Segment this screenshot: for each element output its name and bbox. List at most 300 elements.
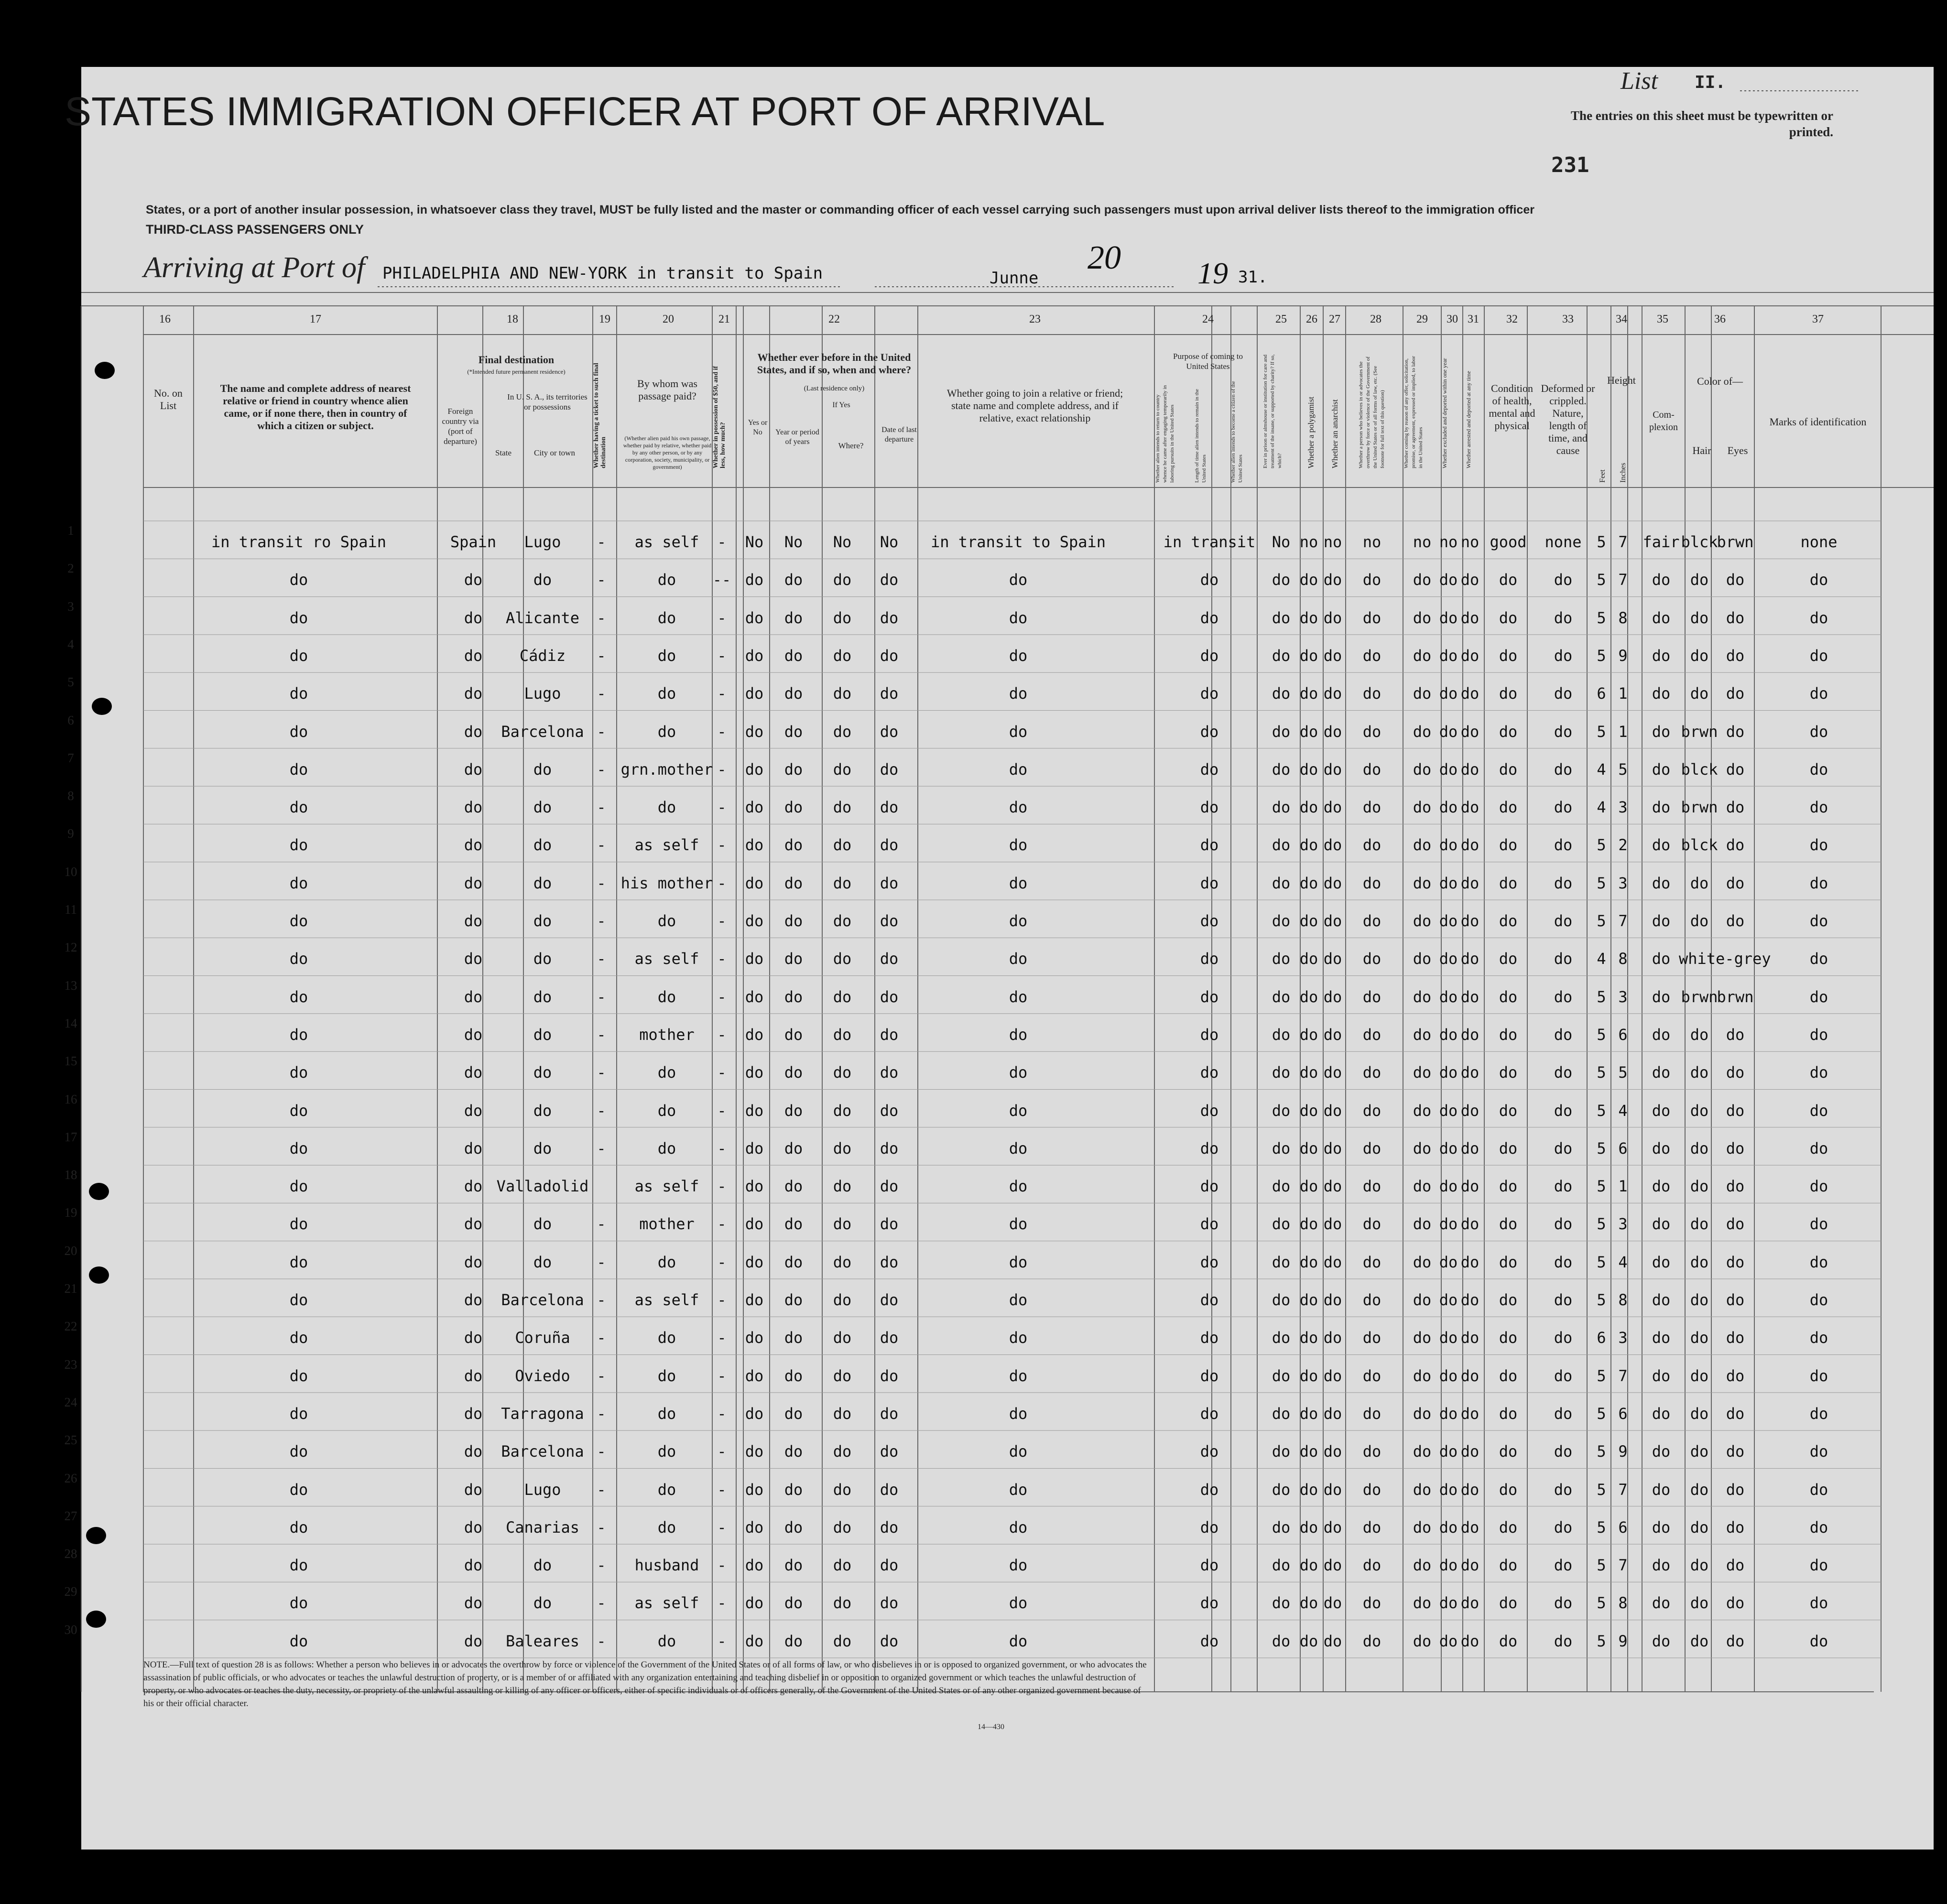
cell-in: 6 [1618,1404,1628,1423]
cell-c28: do [1362,1101,1381,1120]
cell-c23: do [1009,1139,1028,1158]
cell-c29: do [1413,1329,1432,1347]
cell-c24: do [1200,1215,1219,1233]
cell-c21: - [717,1139,727,1158]
cell-c28: do [1362,1366,1381,1385]
cell-year: do [784,1480,803,1499]
cell-c28: do [1362,798,1381,817]
cell-date: do [880,1480,899,1499]
cell-c28: do [1362,836,1381,855]
cell-c25: do [1272,571,1291,589]
header-fifty-dollars: Whether in possession of $50, and if less, how much? [712,366,727,468]
cell-hair: do [1690,1442,1709,1461]
cell-where: do [833,1025,852,1044]
cell-c35: do [1652,1101,1671,1120]
cell-year: do [784,1329,803,1347]
cell-c30: do [1439,1329,1458,1347]
cell-c23: do [1009,1404,1028,1423]
cell-c31: do [1460,798,1479,817]
cell-date: do [880,798,899,817]
cell-c20: do [657,1480,676,1499]
cell-in: 9 [1618,1632,1628,1650]
column-number: 21 [718,313,730,325]
cell-yn: do [745,608,764,627]
cell-c25: do [1272,1442,1291,1461]
cell-yn: do [745,571,764,589]
cell-yn: do [745,1480,764,1499]
cell-city: do [533,912,552,930]
header-purpose-c: Whether alien intends to become a citizen of the United States [1230,381,1243,483]
cell-c29: do [1413,950,1432,968]
cell-c24: do [1200,608,1219,627]
cell-c32: do [1499,798,1518,817]
cell-date: do [880,1139,899,1158]
header-deformed: Deformed or crippled. Nature, length of time, and cause [1541,382,1595,456]
cell-c32: do [1499,1177,1518,1196]
form-number: 14—430 [978,1723,1004,1731]
cell-hair: do [1690,1139,1709,1158]
cell-c30: do [1439,1101,1458,1120]
cell-c37: do [1809,798,1828,817]
cell-eyes: do [1726,760,1745,779]
cell-c21: - [717,1291,727,1309]
cell-c19: - [597,1215,606,1233]
column-number: 29 [1416,313,1428,325]
cell-in: 7 [1618,1556,1628,1575]
cell-c32: do [1499,646,1518,665]
list-number: II. [1695,73,1726,92]
cell-c31: no [1460,533,1479,551]
cell-c20: as self [634,1177,699,1196]
column-number: 23 [1029,313,1041,325]
cell-c17: do [289,836,308,855]
cell-c33: do [1554,1291,1573,1309]
cell-c30: do [1439,608,1458,627]
cell-c26: do [1299,722,1318,741]
cell-c31: do [1460,1632,1479,1650]
header-usa: In U. S. A., its territories or possessions [507,392,587,411]
column-number: 37 [1812,313,1824,325]
cell-c20: do [657,1632,676,1650]
cell-year: do [784,950,803,968]
cell-eyes: do [1726,608,1745,627]
cell-city: do [533,950,552,968]
cell-c35: do [1652,874,1671,892]
cell-yn: do [745,1404,764,1423]
cell-c30: do [1439,1139,1458,1158]
cell-year: do [784,1442,803,1461]
cell-c32: do [1499,571,1518,589]
cell-yn: do [745,874,764,892]
cell-c32: do [1499,1518,1518,1536]
column-number: 19 [599,313,610,325]
cell-city: Valladolid [496,1177,589,1196]
cell-c30: do [1439,1253,1458,1271]
cell-c32: do [1499,722,1518,741]
cell-c29: do [1413,571,1432,589]
cell-c30: do [1439,1366,1458,1385]
cell-c29: do [1413,1518,1432,1536]
cell-c23: do [1009,1291,1028,1309]
cell-c26: do [1299,874,1318,892]
cell-in: 7 [1618,571,1628,589]
cell-c17: do [289,874,308,892]
cell-c19: - [597,987,606,1006]
cell-in: 9 [1618,646,1628,665]
cell-city: Baleares [505,1632,580,1650]
cell-hair: blck [1681,836,1718,855]
cell-c33: do [1554,1215,1573,1233]
column-number: 26 [1306,313,1317,325]
cell-date: do [880,1632,899,1650]
header-inches: Inches [1619,463,1627,483]
cell-c37: do [1809,836,1828,855]
cell-date: do [880,1329,899,1347]
cell-ft: 5 [1597,1556,1606,1575]
cell-c26: do [1299,571,1318,589]
cell-c24: do [1200,571,1219,589]
cell-c35: do [1652,1518,1671,1536]
cell-c31: do [1460,912,1479,930]
cell-c30: do [1439,1404,1458,1423]
cell-c21: - [717,608,727,627]
cell-c23: do [1009,571,1028,589]
cell-c19: - [597,1139,606,1158]
cell-c25: do [1272,950,1291,968]
cell-c25: do [1272,608,1291,627]
cell-c26: do [1299,608,1318,627]
column-number: 34 [1616,313,1627,325]
cell-c24: do [1200,1556,1219,1575]
cell-where: do [833,1215,852,1233]
cell-c33: do [1554,608,1573,627]
cell-c33: do [1554,646,1573,665]
header-last-residence: (Last residence only) [804,385,865,392]
cell-c30: do [1439,1556,1458,1575]
cell-c21: - [717,874,727,892]
cell-c30: do [1439,1177,1458,1196]
cell-c24: do [1200,874,1219,892]
cell-c33: do [1554,1139,1573,1158]
cell-c21: - [717,1632,727,1650]
cell-c20: do [657,1063,676,1082]
cell-c31: do [1460,608,1479,627]
cell-c29: do [1413,1063,1432,1082]
cell-ft: 4 [1597,798,1606,817]
cell-date: do [880,1594,899,1612]
header-anarchist: Whether an anarchist [1330,399,1339,468]
cell-c20: do [657,608,676,627]
cell-c32: do [1499,760,1518,779]
cell-c20: as self [634,950,699,968]
header-if-yes: If Yes [832,401,850,409]
cell-c29: do [1413,722,1432,741]
header-passage-paid: By whom was passage paid? [637,378,697,402]
cell-c29: do [1413,836,1432,855]
row-number: 19 [64,1205,77,1220]
cell-year: do [784,722,803,741]
header-color-of: Color of— [1697,375,1743,387]
cell-ft: 5 [1597,1253,1606,1271]
cell-c28: do [1362,1594,1381,1612]
cell-c28: do [1362,760,1381,779]
cell-in: 6 [1618,1025,1628,1044]
column-number: 35 [1657,313,1668,325]
row-number: 9 [67,826,74,841]
cell-c32: do [1499,950,1518,968]
cell-c28: do [1362,1291,1381,1309]
cell-c27: do [1323,571,1342,589]
cell-year: No [784,533,803,551]
cell-where: do [833,760,852,779]
cell-c27: do [1323,1632,1342,1650]
cell-c30: do [1439,1480,1458,1499]
cell-year: do [784,912,803,930]
cell-c24: do [1200,912,1219,930]
cell-yn: do [745,760,764,779]
cell-c17: do [289,1253,308,1271]
cell-eyes: do [1726,1063,1745,1082]
cell-c23: do [1009,608,1028,627]
cell-city: Alicante [505,608,580,627]
cell-eyes: do [1726,1632,1745,1650]
cell-city: do [533,836,552,855]
cell-hair: blck [1681,533,1718,551]
cell-c25: do [1272,836,1291,855]
cell-c35: do [1652,950,1671,968]
cell-c30: do [1439,912,1458,930]
cell-c19: - [597,1366,606,1385]
cell-c28: do [1362,1063,1381,1082]
cell-hair: do [1690,912,1709,930]
cell-c17: do [289,1366,308,1385]
cell-country: do [464,950,483,968]
header-ever-before: Whether ever before in the United States, and if so, when and where? [757,351,912,376]
cell-ft: 5 [1597,646,1606,665]
cell-where: do [833,1594,852,1612]
cell-hair: do [1690,1556,1709,1575]
cell-c26: do [1299,1442,1318,1461]
cell-c29: do [1413,1101,1432,1120]
cell-date: do [880,1253,899,1271]
cell-year: do [784,987,803,1006]
cell-c20: do [657,987,676,1006]
cell-c27: do [1323,950,1342,968]
header-city: City or town [534,448,575,457]
cell-c19: - [597,950,606,968]
cell-c27: do [1323,1404,1342,1423]
cell-date: do [880,1366,899,1385]
cell-c35: do [1652,1480,1671,1499]
cell-c31: do [1460,1480,1479,1499]
cell-c35: do [1652,1063,1671,1082]
cell-ft: 5 [1597,571,1606,589]
cell-c20: as self [634,1594,699,1612]
cell-c26: do [1299,1253,1318,1271]
cell-city: Canarias [505,1518,580,1536]
cell-c20: as self [634,1291,699,1309]
cell-year: do [784,1518,803,1536]
cell-c17: do [289,1442,308,1461]
cell-hair: do [1690,1366,1709,1385]
cell-country: do [464,1025,483,1044]
cell-c24: do [1200,1518,1219,1536]
cell-where: No [833,533,852,551]
cell-c30: do [1439,836,1458,855]
cell-in: 5 [1618,1063,1628,1082]
cell-c30: do [1439,571,1458,589]
cell-year: do [784,1177,803,1196]
cell-in: 3 [1618,874,1628,892]
cell-c21: -- [712,571,731,589]
cell-c28: do [1362,1177,1381,1196]
cell-c24: do [1200,1253,1219,1271]
cell-hair: do [1690,646,1709,665]
cell-city: do [533,1101,552,1120]
cell-city: Barcelona [501,1442,584,1461]
cell-country: do [464,646,483,665]
cell-country: do [464,1442,483,1461]
cell-c23: do [1009,1063,1028,1082]
cell-c17: do [289,1101,308,1120]
cell-hair: do [1690,1063,1709,1082]
cell-c28: do [1362,1556,1381,1575]
cell-c31: do [1460,1518,1479,1536]
cell-c31: do [1460,987,1479,1006]
cell-in: 7 [1618,1366,1628,1385]
cell-c29: do [1413,1480,1432,1499]
cell-c24: do [1200,798,1219,817]
cell-c19: - [597,798,606,817]
cell-hair: do [1690,874,1709,892]
cell-c32: do [1499,1215,1518,1233]
cell-c26: do [1299,1556,1318,1575]
cell-where: do [833,912,852,930]
cell-c26: do [1299,1215,1318,1233]
cell-c26: do [1299,1025,1318,1044]
cell-c35: do [1652,1215,1671,1233]
cell-c37: do [1809,684,1828,703]
cell-in: 7 [1618,533,1628,551]
cell-c17: do [289,722,308,741]
cell-c25: do [1272,722,1291,741]
cell-c33: do [1554,1025,1573,1044]
cell-date: do [880,684,899,703]
cell-c26: do [1299,912,1318,930]
cell-c35: do [1652,1556,1671,1575]
cell-c17: do [289,1404,308,1423]
cell-c26: do [1299,1139,1318,1158]
cell-c37: do [1809,1404,1828,1423]
cell-city: do [533,1139,552,1158]
cell-c19: - [597,1329,606,1347]
column-number: 22 [828,313,840,325]
cell-c33: do [1554,1632,1573,1650]
cell-country: do [464,798,483,817]
cell-c25: do [1272,1253,1291,1271]
cell-c20: do [657,571,676,589]
cell-country: do [464,1253,483,1271]
cell-c27: no [1323,533,1342,551]
cell-ft: 5 [1597,1215,1606,1233]
cell-c31: do [1460,874,1479,892]
cell-c37: do [1809,1139,1828,1158]
cell-c32: do [1499,987,1518,1006]
cell-c28: do [1362,912,1381,930]
cell-yn: do [745,1594,764,1612]
cell-eyes: do [1726,1518,1745,1536]
row-number: 11 [65,902,77,917]
cell-c35: do [1652,1366,1671,1385]
cell-yn: do [745,684,764,703]
cell-where: do [833,1101,852,1120]
row-number: 14 [64,1016,77,1030]
cell-c19: - [597,722,606,741]
cell-c25: do [1272,912,1291,930]
cell-c31: do [1460,1063,1479,1082]
cell-in: 2 [1618,836,1628,855]
cell-c28: do [1362,1329,1381,1347]
cell-c31: do [1460,1253,1479,1271]
cell-c26: do [1299,1404,1318,1423]
cell-c31: do [1460,1177,1479,1196]
column-number: 31 [1468,313,1479,325]
header-purpose-a: Whether alien intends to return to country whence he came after engaging temporarily in laboring pursuits in the United States [1155,385,1175,483]
cell-c27: do [1323,1556,1342,1575]
cell-eyes: do [1726,1291,1745,1309]
cell-year: do [784,760,803,779]
cell-yn: do [745,1063,764,1082]
cell-c32: good [1490,533,1527,551]
cell-ft: 5 [1597,1366,1606,1385]
cell-c26: do [1299,1291,1318,1309]
header-ticket: Whether having a ticket to such final destination [593,363,607,468]
cell-c35: do [1652,1404,1671,1423]
sheet-stamp-number: 231 [1551,153,1589,177]
cell-c19: - [597,1594,606,1612]
cell-c33: do [1554,1177,1573,1196]
cell-c28: do [1362,1442,1381,1461]
row-number: 16 [64,1092,77,1106]
cell-c25: do [1272,1025,1291,1044]
cell-in: 8 [1618,1594,1628,1612]
cell-year: do [784,1253,803,1271]
cell-c37: do [1809,1101,1828,1120]
cell-where: do [833,1139,852,1158]
row-number: 12 [64,940,77,955]
cell-c21: - [717,1404,727,1423]
cell-c33: do [1554,684,1573,703]
cell-c19: - [597,1518,606,1536]
cell-c23: do [1009,874,1028,892]
cell-eyes: brwn [1717,533,1754,551]
cell-c29: do [1413,1442,1432,1461]
cell-hair: do [1690,1480,1709,1499]
month-value: Junne [990,269,1039,288]
cell-eyes: brwn [1717,987,1754,1006]
cell-c23: do [1009,950,1028,968]
cell-c35: do [1652,722,1671,741]
cell-c27: do [1323,646,1342,665]
cell-c19: - [597,608,606,627]
cell-c23: do [1009,1442,1028,1461]
column-number: 17 [310,313,321,325]
cell-city: Lugo [524,684,561,703]
cell-date: do [880,1177,899,1196]
cell-c28: do [1362,1253,1381,1271]
cell-c17: do [289,760,308,779]
row-number: 29 [64,1584,77,1599]
